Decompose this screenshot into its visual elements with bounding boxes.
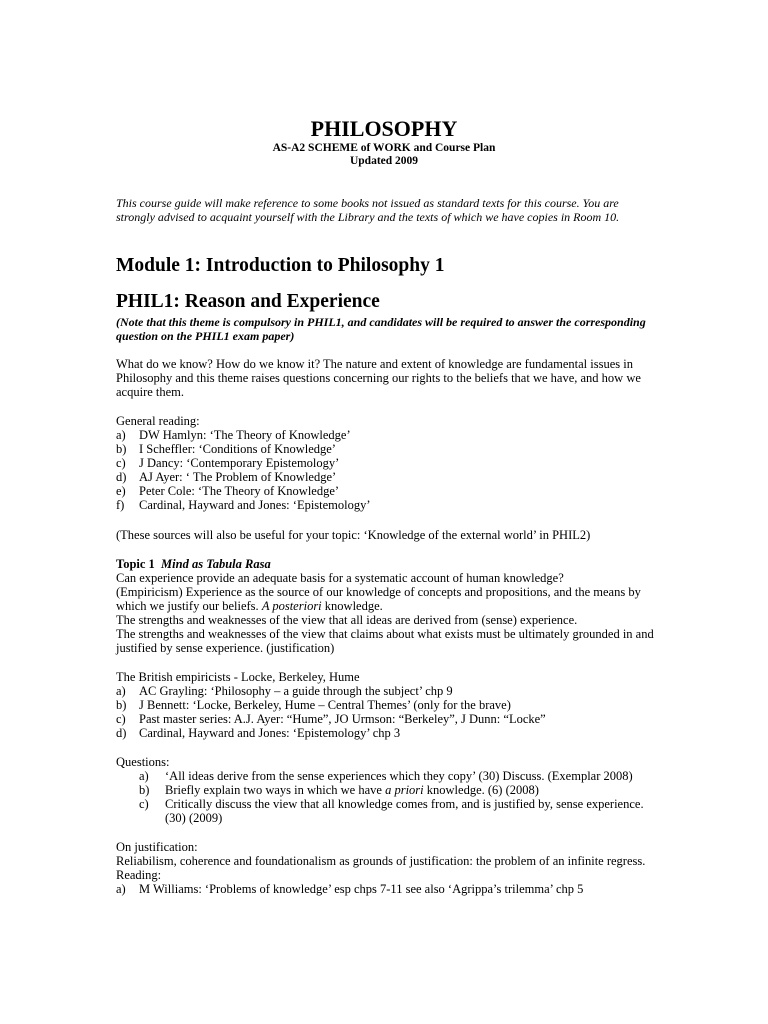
empiricists-heading: The British empiricists - Locke, Berkeley, Hume	[116, 670, 360, 684]
compulsory-note: (Note that this theme is compulsory in PHIL1, and candidates will be required to answer the corresponding question on the PHIL1 exam paper)	[116, 315, 646, 343]
topic1-empiricism-end: knowledge.	[324, 599, 383, 613]
general-reading-heading: General reading:	[116, 414, 200, 428]
question-text-before: Briefly explain two ways in which we have	[165, 783, 382, 797]
justification-text: Reliabilism, coherence and foundationalism as grounds of justification: the problem of an infinite regress.	[116, 854, 646, 868]
list-marker: b)	[116, 442, 127, 456]
list-item	[116, 684, 656, 698]
list-text: Cardinal, Hayward and Jones: ‘Epistemology’ chp 3	[139, 726, 401, 740]
a-posteriori-term: A posteriori	[261, 599, 322, 613]
question-text-after: knowledge. (6) (2008)	[426, 783, 539, 797]
list-marker: b)	[116, 698, 127, 712]
page-title: PHILOSOPHY	[310, 116, 458, 141]
question-item	[116, 797, 656, 825]
general-reading-section	[116, 414, 656, 512]
sources-note: (These sources will also be useful for your topic: ‘Knowledge of the external world’ in PHIL2)	[116, 528, 591, 542]
list-item	[116, 442, 656, 456]
list-text: Cardinal, Hayward and Jones: ‘Epistemology’	[139, 498, 371, 512]
overview-paragraph: What do we know? How do we know it? The nature and extent of knowledge are fundamental issues in Philosophy and this theme raises questions concerning our rights to the beliefs that we have, and how we acquire them.	[116, 357, 641, 399]
topic1-label: Topic 1	[116, 557, 155, 571]
topic1-empiricism	[116, 585, 656, 613]
question-text	[165, 783, 539, 797]
list-marker: f)	[116, 498, 125, 512]
list-item	[116, 456, 656, 470]
questions-section	[116, 755, 656, 825]
topic1-question: Can experience provide an adequate basis for a systematic account of human knowledge?	[116, 571, 564, 585]
subtitle-scheme: AS-A2 SCHEME of WORK and Course Plan	[272, 142, 496, 154]
list-item	[116, 470, 656, 484]
topic1-heading	[116, 557, 656, 571]
phil-heading: PHIL1: Reason and Experience	[116, 291, 380, 312]
question-item	[116, 783, 656, 797]
list-item	[116, 484, 656, 498]
list-item	[116, 698, 656, 712]
justification-heading: On justification:	[116, 840, 198, 854]
list-item	[116, 882, 656, 896]
topic1-strengths-claims: The strengths and weaknesses of the view that claims about what exists must be ultimately grounded in and justified by sense experience. (justification)	[116, 627, 654, 655]
page-subtitle	[0, 142, 768, 168]
questions-heading: Questions:	[116, 755, 170, 769]
list-text: M Williams: ‘Problems of knowledge’ esp chps 7-11 see also ‘Agrippa’s trilemma’ chp 5	[139, 882, 584, 896]
question-item	[116, 769, 656, 783]
topic1-empiricism-text: (Empiricism) Experience as the source of our knowledge of concepts and propositions, and the means by which we justify our beliefs.	[116, 585, 641, 613]
list-marker: d)	[116, 726, 127, 740]
a-priori-term: a priori	[385, 783, 424, 797]
topic1-title: Mind as Tabula Rasa	[161, 557, 271, 571]
list-text: I Scheffler: ‘Conditions of Knowledge’	[139, 442, 336, 456]
question-marker: c)	[139, 797, 149, 811]
list-text: Peter Cole: ‘The Theory of Knowledge’	[139, 484, 340, 498]
topic1-strengths-ideas: The strengths and weaknesses of the view that all ideas are derived from (sense) experience.	[116, 613, 578, 627]
list-marker: e)	[116, 484, 126, 498]
list-marker: c)	[116, 712, 126, 726]
list-text: J Dancy: ‘Contemporary Epistemology’	[139, 456, 340, 470]
list-marker: c)	[116, 456, 126, 470]
question-marker: a)	[139, 769, 149, 783]
question-text: ‘All ideas derive from the sense experiences which they copy’ (30) Discuss. (Exemplar 2008)	[165, 769, 633, 783]
empiricists-section	[116, 670, 656, 740]
list-text: AJ Ayer: ‘ The Problem of Knowledge’	[139, 470, 337, 484]
list-marker: a)	[116, 428, 126, 442]
list-item	[116, 498, 656, 512]
list-item	[116, 428, 656, 442]
list-marker: d)	[116, 470, 127, 484]
intro-paragraph: This course guide will make reference to some books not issued as standard texts for this course. You are strongly advised to acquaint yourself with the Library and the texts of which we have copies in Room 10.	[116, 196, 620, 224]
list-text: Past master series: A.J. Ayer: “Hume”, JO Urmson: “Berkeley”, J Dunn: “Locke”	[139, 712, 546, 726]
list-text: AC Grayling: ‘Philosophy – a guide through the subject’ chp 9	[139, 684, 453, 698]
question-text: Critically discuss the view that all knowledge comes from, and is justified by, sense experience. (30) (2009)	[165, 797, 644, 825]
list-text: J Bennett: ‘Locke, Berkeley, Hume – Central Themes’ (only for the brave)	[139, 698, 511, 712]
module-heading: Module 1: Introduction to Philosophy 1	[116, 255, 445, 276]
list-marker: a)	[116, 882, 126, 896]
subtitle-updated: Updated 2009	[349, 155, 419, 167]
justification-section	[116, 840, 656, 896]
topic1-section	[116, 557, 656, 655]
list-item	[116, 712, 656, 726]
question-marker: b)	[139, 783, 150, 797]
reading-heading: Reading:	[116, 868, 162, 882]
list-marker: a)	[116, 684, 126, 698]
list-item	[116, 726, 656, 740]
list-text: DW Hamlyn: ‘The Theory of Knowledge’	[139, 428, 351, 442]
